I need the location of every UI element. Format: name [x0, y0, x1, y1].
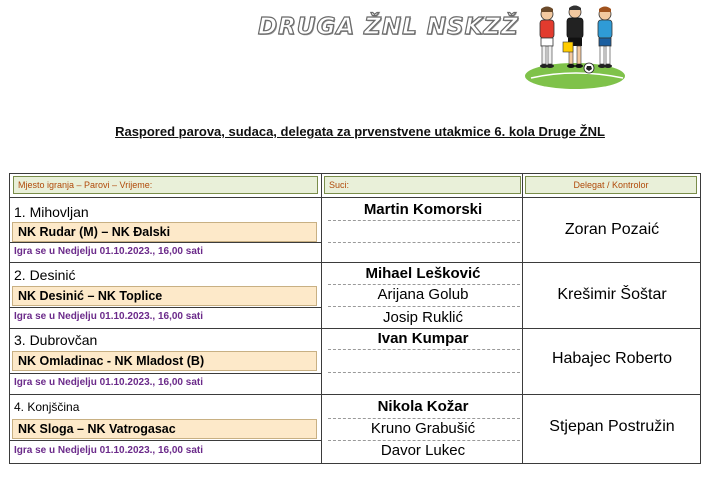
- cell-divider: [10, 242, 321, 243]
- cell-divider: [10, 307, 321, 308]
- match-time: Igra se u Nedjelju 01.10.2023., 16,00 sati: [14, 311, 203, 322]
- referee-divider: [328, 220, 520, 221]
- header-location-cell: Mjesto igranja – Parovi – Vrijeme:: [13, 176, 318, 194]
- match-location: 1. Mihovljan: [14, 204, 89, 220]
- schedule-subtitle: Raspored parova, sudaca, delegata za prvenstvene utakmice 6. kola Druge ŽNL: [115, 124, 605, 139]
- referee-assistant-1: Kruno Grabušić: [370, 420, 476, 437]
- match-time: Igra se u Nedjelju 01.10.2023., 16,00 sati: [14, 445, 203, 456]
- referee-divider: [328, 242, 520, 243]
- referee-divider: [328, 440, 520, 441]
- page-title: DRUGA ŽNL NSKZŽ: [258, 14, 519, 40]
- match-location: 4. Konjščina: [14, 400, 80, 414]
- match-pair: NK Omladinac - NK Mladost (B): [12, 351, 317, 371]
- header-referees-cell: Suci:: [324, 176, 521, 194]
- table-header-row: [10, 174, 700, 198]
- referee-assistant-1: Arijana Golub: [377, 286, 469, 303]
- delegate-name: Stjepan Postružin: [549, 418, 675, 435]
- delegate-name: Krešimir Šoštar: [557, 286, 667, 303]
- table-row: [10, 395, 700, 463]
- match-time: Igra se u Nedjelju 01.10.2023., 16,00 sati: [14, 246, 203, 257]
- match-location: 2. Desinić: [14, 267, 76, 283]
- referee-divider: [328, 372, 520, 373]
- match-location: 3. Dubrovčan: [14, 332, 98, 348]
- delegate-name: Habajec Roberto: [551, 350, 673, 367]
- referee-main: Martin Komorski: [363, 201, 483, 218]
- referee-divider: [328, 418, 520, 419]
- referee-divider: [328, 284, 520, 285]
- football-players-illustration: [523, 2, 628, 90]
- referee-main: Nikola Kožar: [377, 398, 469, 415]
- cell-divider: [10, 373, 321, 374]
- delegate-name: Zoran Pozaić: [564, 221, 660, 238]
- cell-divider: [10, 440, 321, 441]
- referee-assistant-2: Josip Ruklić: [382, 309, 464, 326]
- referee-main: Mihael Lešković: [365, 265, 481, 282]
- match-time: Igra se u Nedjelju 01.10.2023., 16,00 sati: [14, 377, 203, 388]
- table-row: [10, 263, 700, 329]
- table-row: [10, 329, 700, 395]
- header-delegate-cell: Delegat / Kontrolor: [525, 176, 697, 194]
- referee-assistant-2: Davor Lukec: [380, 442, 466, 459]
- referee-main: Ivan Kumpar: [377, 330, 469, 347]
- match-pair: NK Rudar (M) – NK Đalski: [12, 222, 317, 242]
- match-pair: NK Desinić – NK Toplice: [12, 286, 317, 306]
- referee-divider: [328, 349, 520, 350]
- match-pair: NK Sloga – NK Vatrogasac: [12, 419, 317, 439]
- referee-divider: [328, 306, 520, 307]
- schedule-table: [9, 173, 701, 464]
- table-row: [10, 198, 700, 263]
